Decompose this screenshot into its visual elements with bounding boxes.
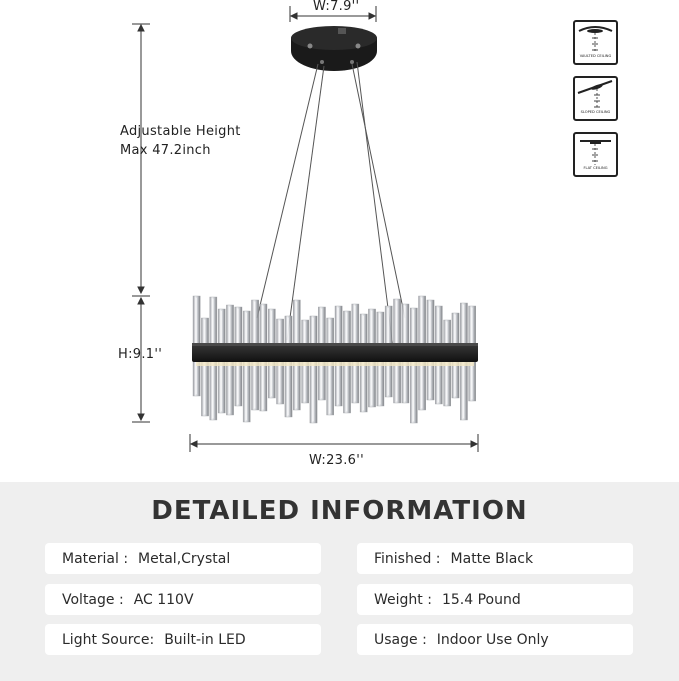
top-width-label: W:7.9'': [313, 0, 360, 14]
spec-value: Metal,Crystal: [138, 550, 231, 567]
sloped-ceiling-label: SLOPED CEILING: [580, 110, 611, 114]
width-dimension: [190, 434, 478, 452]
spec-material: [45, 543, 321, 574]
sloped-ceiling-icon: [573, 76, 618, 121]
flat-ceiling-label: FLAT CEILING: [583, 166, 608, 170]
crystal-highlight: [246, 313, 247, 420]
metal-ring: [192, 343, 478, 366]
spec-weight: [357, 584, 633, 615]
crystal-highlight: [204, 320, 205, 414]
spec-value: 15.4 Pound: [441, 591, 521, 608]
crystal-highlight: [329, 320, 330, 413]
spec-key: Light Source:: [62, 631, 155, 648]
details-title: DETAILED INFORMATION: [151, 496, 528, 526]
spec-voltage: [45, 584, 321, 615]
spec-key: Voltage :: [62, 591, 124, 608]
spec-value: Matte Black: [450, 550, 534, 567]
vaulted-ceiling-icon: [573, 20, 618, 65]
spec-key: Usage :: [374, 631, 427, 648]
width-label: W:23.6'': [309, 453, 364, 468]
spec-finished: [357, 543, 633, 574]
spec-key: Finished :: [374, 550, 441, 567]
spec-usage: [357, 624, 633, 655]
suspension-cables: [257, 62, 405, 348]
spec-value: Built-in LED: [164, 631, 246, 648]
spec-light-source: [45, 624, 321, 655]
flat-ceiling-icon: [573, 132, 618, 177]
adjustable-height-label: Adjustable Height: [120, 124, 241, 139]
spec-key: Material :: [62, 550, 129, 567]
vaulted-ceiling-label: VAULTED CEILING: [579, 54, 612, 58]
height-label: H:9.1'': [118, 347, 163, 362]
crystal-highlight: [287, 318, 288, 415]
spec-value: AC 110V: [133, 591, 194, 608]
max-height-label: Max 47.2inch: [120, 143, 211, 158]
ceiling-canopy: [291, 26, 377, 71]
crystal-highlight: [312, 318, 313, 421]
spec-key: Weight :: [374, 591, 432, 608]
spec-value: Indoor Use Only: [436, 631, 549, 648]
